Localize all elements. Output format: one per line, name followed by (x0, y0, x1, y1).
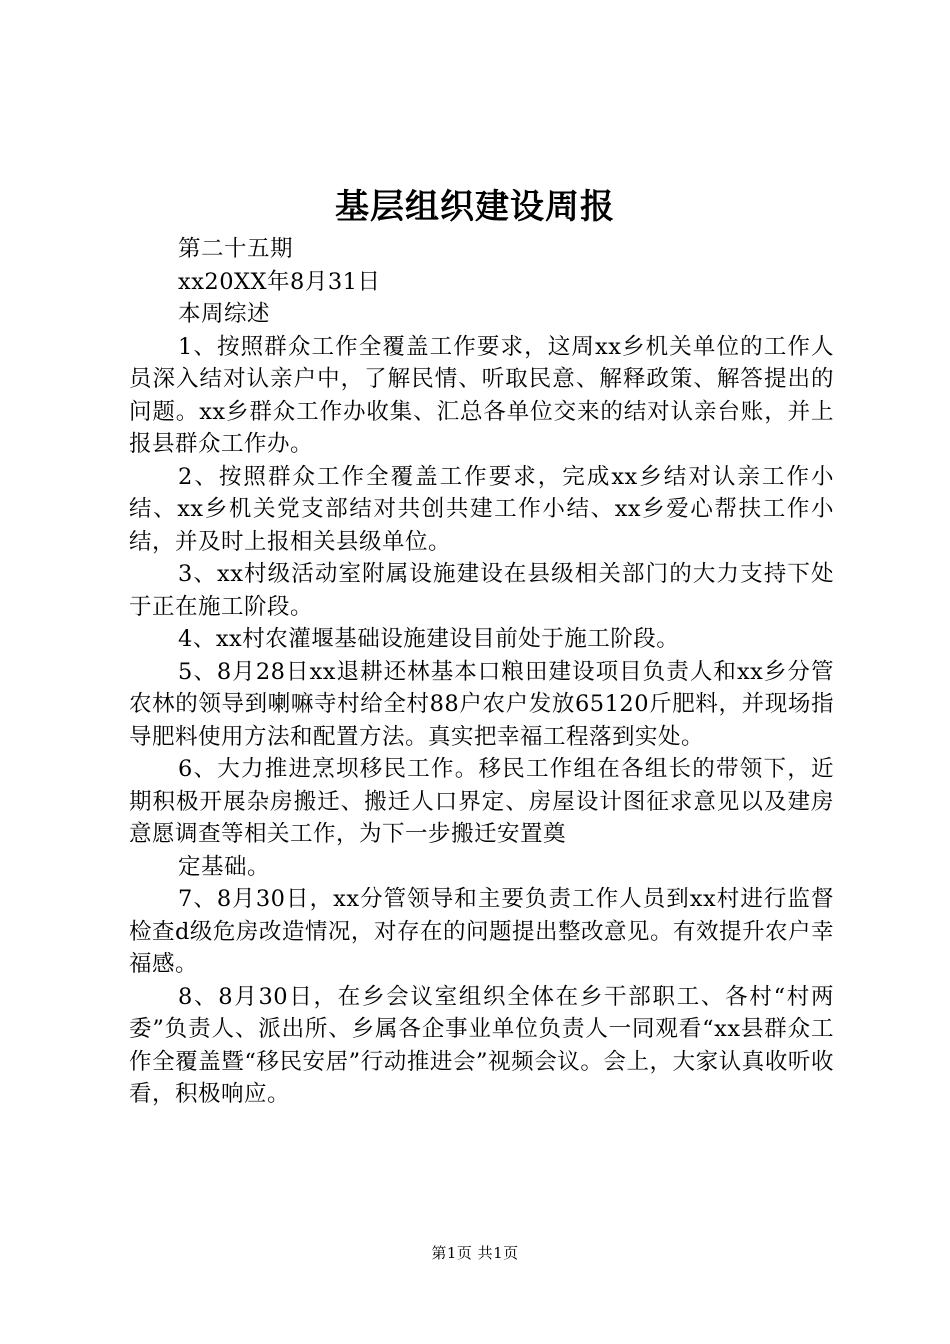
paragraph-7: 7、8月30日，xx分管领导和主要负责工作人员到xx村进行监督检查d级危房改造情况，对存在的问题提出整改意见。有效提升农户幸福感。 (129, 886, 834, 977)
document-title: 基层组织建设周报 (335, 187, 615, 227)
report-date: xx20XX年8月31日 (178, 268, 381, 295)
paragraph-3: 3、xx村级活动室附属设施建设在县级相关部门的大力支持下处于正在施工阶段。 (129, 561, 834, 620)
paragraph-1: 1、按照群众工作全覆盖工作要求，这周xx乡机关单位的工作人员深入结对认亲户中，了解民情、听取民意、解释政策、解答提出的问题。xx乡群众工作办收集、汇总各单位交来的结对认亲台账，并上报县群众工作办。 (129, 333, 834, 457)
issue-number: 第二十五期 (178, 236, 294, 262)
paragraph-6: 6、大力推进烹坝移民工作。移民工作组在各组长的带领下，近期积极开展杂房搬迁、搬迁人口界定、房屋设计图征求意见以及建房意愿调查等相关工作，为下一步搬迁安置奠 (129, 756, 834, 847)
paragraph-5: 5、8月28日xx退耕还林基本口粮田建设项目负责人和xx乡分管农林的领导到喇嘛寺村给全村88户农户发放65120斤肥料，并现场指导肥料使用方法和配置方法。真实把幸福工程落到实处。 (129, 658, 834, 750)
page-footer: 第1页 共1页 (431, 1244, 519, 1262)
paragraph-6-continuation: 定基础。 (178, 853, 271, 880)
paragraph-4: 4、xx村农灌堰基础设施建设目前处于施工阶段。 (178, 626, 680, 652)
document-body (129, 233, 834, 1111)
section-heading: 本周综述 (178, 301, 271, 327)
paragraph-8: 8、8月30日，在乡会议室组织全体在乡干部职工、各村“村两委”负责人、派出所、乡属各企事业单位负责人一同观看“xx县群众工作全覆盖暨“移民安居”行动推进会”视频会议。会上，大家认真收听收看，积极响应。 (129, 983, 834, 1107)
paragraph-2: 2、按照群众工作全覆盖工作要求，完成xx乡结对认亲工作小结、xx乡机关党支部结对共创共建工作小结、xx乡爱心帮扶工作小结，并及时上报相关县级单位。 (129, 463, 834, 555)
